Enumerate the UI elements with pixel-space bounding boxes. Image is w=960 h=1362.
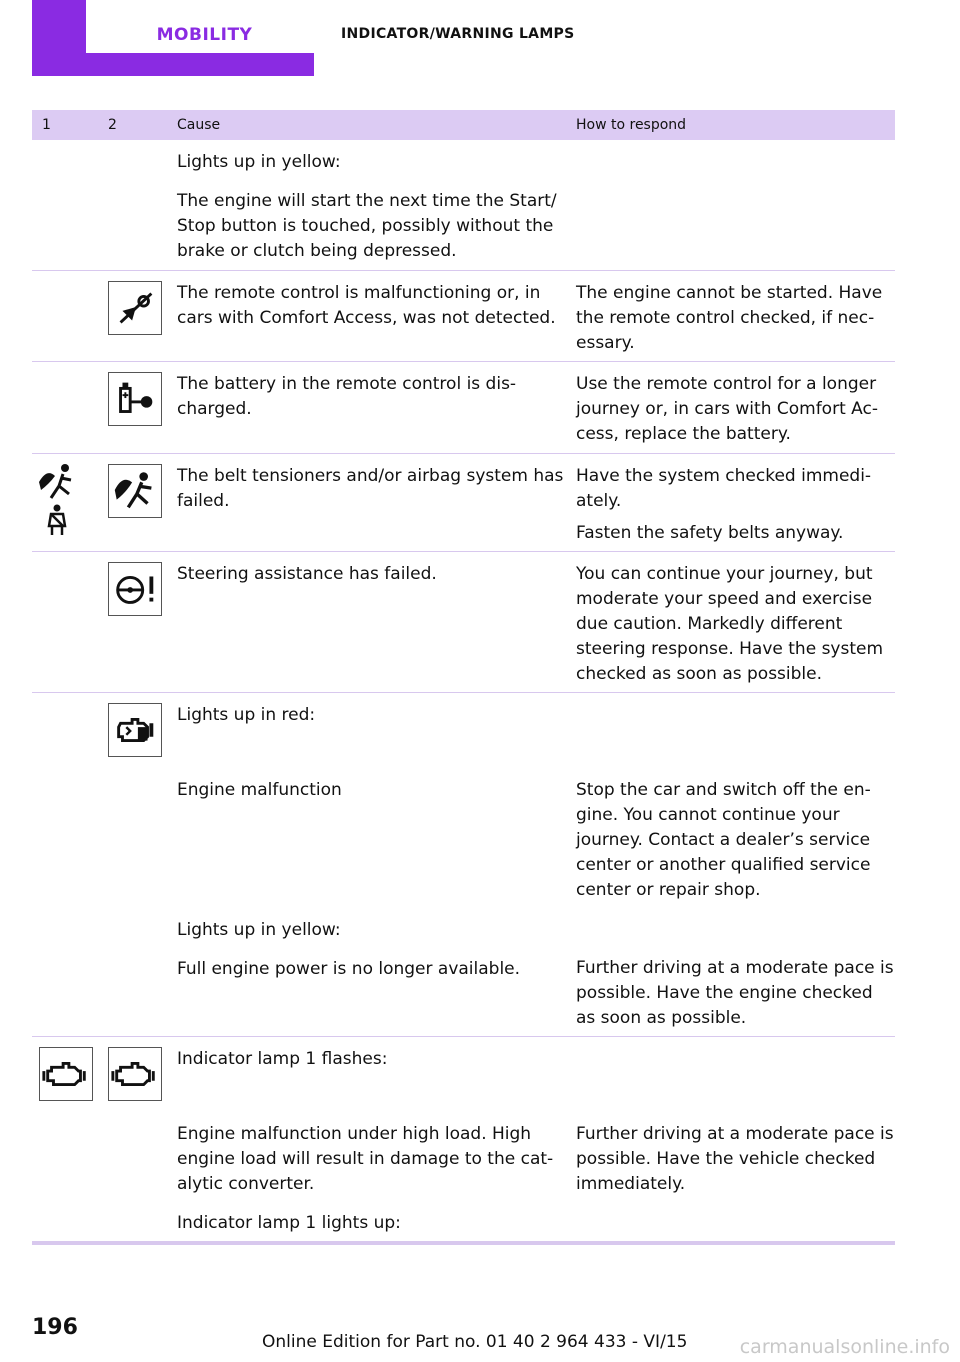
table-header (32, 110, 895, 140)
chapter-tab-label: MOBILITY (86, 0, 323, 53)
airbag-person-icon (37, 462, 77, 502)
table-row (32, 552, 895, 693)
table-row (32, 140, 895, 271)
respond-text: Further driving at a moderate pace is possible. Have the engine checked as soon as possible. (576, 958, 894, 1028)
steering-warning-icon (108, 562, 162, 616)
engine-warning-icon (108, 703, 162, 757)
cause-text: Engine malfunction under high load. High engine load will result in damage to the cat- alytic converter. (177, 1124, 554, 1194)
cause-cell (177, 1047, 565, 1236)
check-engine-icon (108, 1047, 162, 1101)
cause-text: The engine will start the next time the Start/ Stop button is touched, possibly without the brake or clutch being depressed. (177, 191, 557, 261)
cause-cell (177, 562, 565, 587)
header-col-1: 1 (42, 117, 51, 133)
table-row (32, 362, 895, 454)
header-col-2: 2 (108, 117, 117, 133)
header-cause: Cause (177, 117, 221, 133)
table-row (32, 1037, 895, 1245)
cause-text: Indicator lamp 1 flashes: (177, 1049, 388, 1069)
cause-text: Lights up in red: (177, 705, 316, 725)
respond-cell (576, 778, 894, 1031)
cause-text: Lights up in yellow: (177, 152, 341, 172)
respond-cell (576, 562, 894, 687)
cause-text: Engine malfunction (177, 780, 342, 800)
respond-text: Stop the car and switch off the en- gine. You cannot continue your journey. Contact a dealer’s service center or another qualified service center or repair shop. (576, 780, 871, 900)
respond-text: You can continue your journey, but moderate your speed and exercise due caution. Markedly different steering response. Have the system checked as soon as possible. (576, 564, 884, 684)
check-engine-icon (39, 1047, 93, 1101)
table-row (32, 271, 895, 362)
cause-text: Indicator lamp 1 lights up: (177, 1213, 401, 1233)
cause-text: The battery in the remote control is dis- charged. (177, 374, 517, 419)
respond-text: Further driving at a moderate pace is possible. Have the vehicle checked immediately. (576, 1124, 894, 1194)
watermark: carmanualsonline.info (739, 1336, 950, 1358)
respond-cell (576, 372, 894, 447)
table-row (32, 454, 895, 552)
cause-text: The remote control is malfunctioning or, in cars with Comfort Access, was not detected. (177, 283, 556, 328)
cause-cell (177, 372, 565, 422)
respond-text: Fasten the safety belts anyway. (576, 523, 844, 543)
seatbelt-person-icon (42, 504, 72, 536)
cause-cell (177, 281, 565, 331)
cause-cell (177, 703, 565, 982)
cause-text: Steering assistance has failed. (177, 564, 437, 584)
cause-cell (177, 150, 565, 264)
respond-text: Use the remote control for a longer journey or, in cars with Comfort Ac- cess, replace the battery. (576, 374, 878, 444)
edition-footer: Online Edition for Part no. 01 40 2 964 433 - VI/15 (262, 1332, 688, 1352)
cause-text: Lights up in yellow: (177, 920, 341, 940)
cause-cell (177, 464, 565, 514)
airbag-person-icon (108, 464, 162, 518)
respond-text: The engine cannot be started. Have the remote control checked, if nec- essary. (576, 283, 883, 353)
indicator-table (32, 110, 895, 1245)
respond-text: Have the system checked immedi- ately. (576, 466, 872, 511)
respond-cell (576, 281, 894, 356)
cause-text: Full engine power is no longer available. (177, 959, 521, 979)
section-title: INDICATOR/WARNING LAMPS (341, 26, 575, 42)
cause-text: The belt tensioners and/or airbag system has failed. (177, 466, 564, 511)
respond-cell (576, 1122, 894, 1197)
respond-cell (576, 464, 894, 546)
page-number: 196 (32, 1315, 78, 1340)
remote-key-slash-icon (108, 281, 162, 335)
remote-battery-icon (108, 372, 162, 426)
table-row (32, 693, 895, 1037)
header-respond: How to respond (576, 117, 687, 133)
chapter-tab (32, 0, 314, 76)
